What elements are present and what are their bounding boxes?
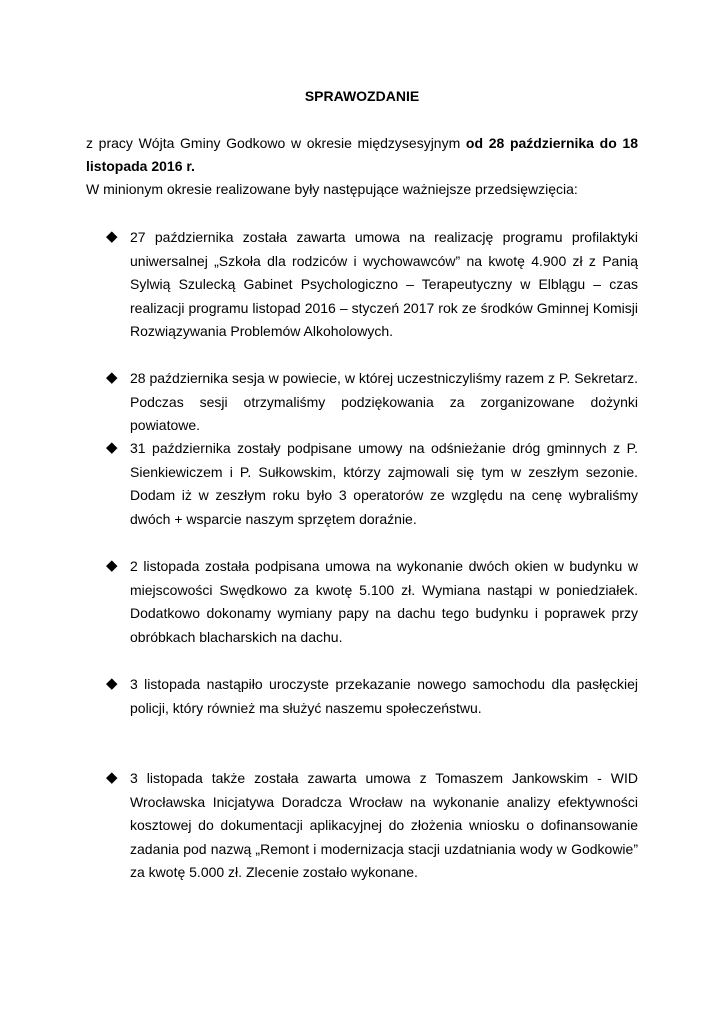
diamond-bullet-icon: ◆	[106, 675, 118, 692]
intro-period: od 28 października do 18 listopada 2016 r.	[86, 135, 638, 174]
list-item-text: 3 listopada także została zawarta umowa z Tomaszem Jankowskim - WID Wrocławska Inicjatywa Doradcza Wrocław na wykonanie analizy efektywności kosztowej do dokumentacji aplikacyjnej do złożenia wniosku o dofinansowanie zadania pod nazwą „Remont i modernizacja stacji uzdatniania wody w Godkowie” za kwotę 5.000 zł. Zlecenie zostało wykonane.	[130, 770, 638, 880]
diamond-bullet-icon: ◆	[106, 369, 118, 386]
list-item	[106, 767, 638, 885]
list-item-text: 28 października sesja w powiecie, w której uczestniczyliśmy razem z P. Sekretarz. Podczas sesji otrzymaliśmy podziękowania za zorganizowane dożynki powiatowe.	[130, 370, 638, 433]
list-item-text: 2 listopada została podpisana umowa na wykonanie dwóch okien w budynku w miejscowości Swędkowo za kwotę 5.100 zł. Wymiana nastąpi w poniedziałek. Dodatkowo dokonamy wymiany papy na dachu tego budynku i poprawek przy obróbkach blacharskich na dachu.	[130, 558, 638, 645]
diamond-bullet-icon: ◆	[106, 557, 118, 574]
list-item	[106, 226, 638, 344]
list-item	[106, 437, 638, 531]
list-item	[106, 555, 638, 649]
list-item	[106, 367, 638, 438]
diamond-bullet-icon: ◆	[106, 769, 118, 786]
list-item-text: 31 października zostały podpisane umowy na odśnieżanie dróg gminnych z P. Sienkiewiczem i P. Sułkowskim, którzy zajmowali się tym w zeszłym sezonie. Dodam iż w zeszłym roku było 3 operatorów ze względu na cenę wybraliśmy dwóch + wsparcie naszym sprzętem doraźnie.	[130, 440, 638, 527]
diamond-bullet-icon: ◆	[106, 439, 118, 456]
document-title: SPRAWOZDANIE	[304, 88, 420, 104]
intro-paragraph	[86, 132, 638, 178]
list-item-text: 3 listopada nastąpiło uroczyste przekazanie nowego samochodu dla pasłęckiej policji, który również ma służyć naszemu społeczeństwu.	[130, 676, 638, 716]
diamond-bullet-icon: ◆	[106, 228, 118, 245]
list-item	[106, 673, 638, 720]
list-item-text: 27 października została zawarta umowa na realizację programu profilaktyki uniwersalnej „Szkoła dla rodziców i wychowawców” na kwotę 4.900 zł z Panią Sylwią Szulecką Gabinet Psychologiczno – Terapeutyczny w Elblągu – czas realizacji programu listopad 2016 – styczeń 2017 rok ze środków Gminnej Komisji Rozwiązywania Problemów Alkoholowych.	[130, 229, 638, 339]
intro-prefix: z pracy Wójta Gminy Godkowo w okresie międzysesyjnym	[86, 135, 466, 151]
intro-line: W minionym okresie realizowane były następujące ważniejsze przedsięwzięcia:	[86, 181, 578, 197]
